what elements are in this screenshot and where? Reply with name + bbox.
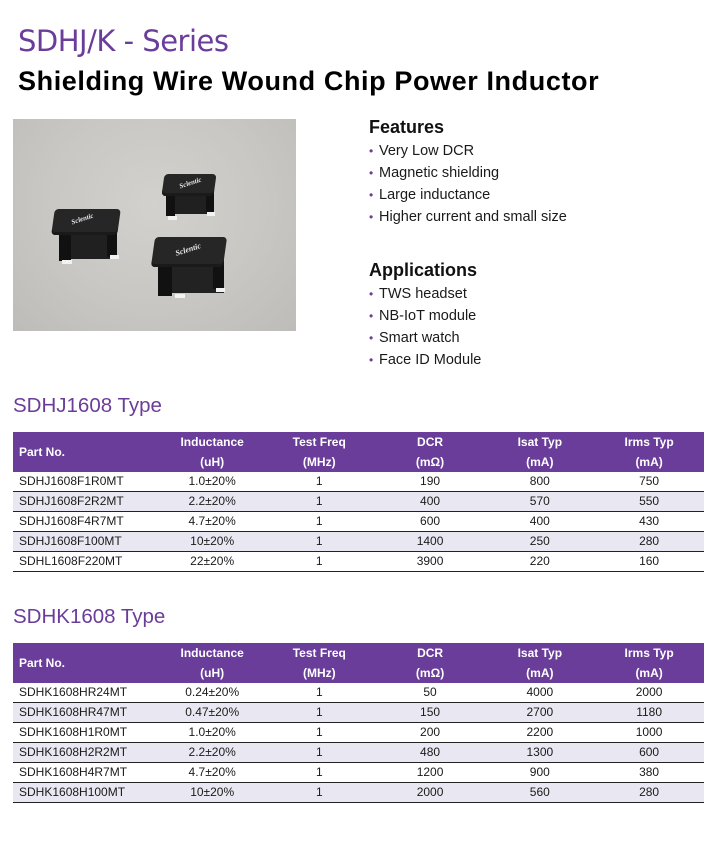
sdhk-type-title: SDHK1608 Type <box>13 605 166 628</box>
inductor-chip-left <box>53 209 123 264</box>
table-header-row <box>13 643 704 683</box>
col-irms: Irms Typ (mA) <box>594 432 704 472</box>
table-row: SDHL1608F220MT 22±20% 1 3900 220 160 <box>13 552 704 572</box>
table-row: SDHJ1608F2R2MT 2.2±20% 1 400 570 550 <box>13 492 704 512</box>
col-part-no: Part No. <box>13 432 160 472</box>
feature-item: • Large inductance <box>369 184 567 206</box>
application-item: • Face ID Module <box>369 349 481 371</box>
table-row: SDHK1608HR24MT 0.24±20% 1 50 4000 2000 <box>13 683 704 703</box>
col-inductance: Inductance (uH) <box>160 432 263 472</box>
applications-section <box>369 260 481 371</box>
application-item: • Smart watch <box>369 327 481 349</box>
feature-item: • Very Low DCR <box>369 140 567 162</box>
table-row: SDHK1608H1R0MT 1.0±20% 1 200 2200 1000 <box>13 723 704 743</box>
brand-logo: Sclentic <box>174 241 202 258</box>
table-header-row <box>13 432 704 472</box>
table-row: SDHJ1608F100MT 10±20% 1 1400 250 280 <box>13 532 704 552</box>
product-photo <box>13 119 296 331</box>
application-item: • TWS headset <box>369 283 481 305</box>
col-dcr: DCR (mΩ) <box>375 643 486 683</box>
col-test-freq: Test Freq (MHz) <box>264 432 375 472</box>
table-row: SDHJ1608F1R0MT 1.0±20% 1 190 800 750 <box>13 472 704 492</box>
application-item: • NB-IoT module <box>369 305 481 327</box>
sdhj-spec-table <box>13 432 704 572</box>
table-row: SDHJ1608F4R7MT 4.7±20% 1 600 400 430 <box>13 512 704 532</box>
col-inductance: Inductance (uH) <box>160 643 263 683</box>
features-list <box>369 140 567 228</box>
features-heading: Features <box>369 117 445 137</box>
table-row: SDHK1608H2R2MT 2.2±20% 1 480 1300 600 <box>13 743 704 763</box>
table-row: SDHK1608H100MT 10±20% 1 2000 560 280 <box>13 783 704 803</box>
brand-logo: Sclentic <box>178 175 203 191</box>
col-test-freq: Test Freq (MHz) <box>264 643 375 683</box>
sdhk-spec-table <box>13 643 704 803</box>
features-section <box>369 117 567 228</box>
col-dcr: DCR (mΩ) <box>375 432 486 472</box>
table-row: SDHK1608HR47MT 0.47±20% 1 150 2700 1180 <box>13 703 704 723</box>
table-row: SDHK1608H4R7MT 4.7±20% 1 1200 900 380 <box>13 763 704 783</box>
col-isat: Isat Typ (mA) <box>485 432 594 472</box>
col-isat: Isat Typ (mA) <box>485 643 594 683</box>
feature-item: • Magnetic shielding <box>369 162 567 184</box>
col-part-no: Part No. <box>13 643 160 683</box>
product-title: Shielding Wire Wound Chip Power Inductor <box>18 66 600 96</box>
sdhj-type-title: SDHJ1608 Type <box>13 394 162 417</box>
inductor-chip-front <box>153 237 228 299</box>
feature-item: • Higher current and small size <box>369 206 567 228</box>
applications-list <box>369 283 481 371</box>
brand-logo: Sclentic <box>70 211 95 227</box>
applications-heading: Applications <box>369 260 478 280</box>
col-irms: Irms Typ (mA) <box>594 643 704 683</box>
inductor-chip-top-right <box>163 174 218 220</box>
series-title: SDHJ/K - Series <box>18 24 229 58</box>
